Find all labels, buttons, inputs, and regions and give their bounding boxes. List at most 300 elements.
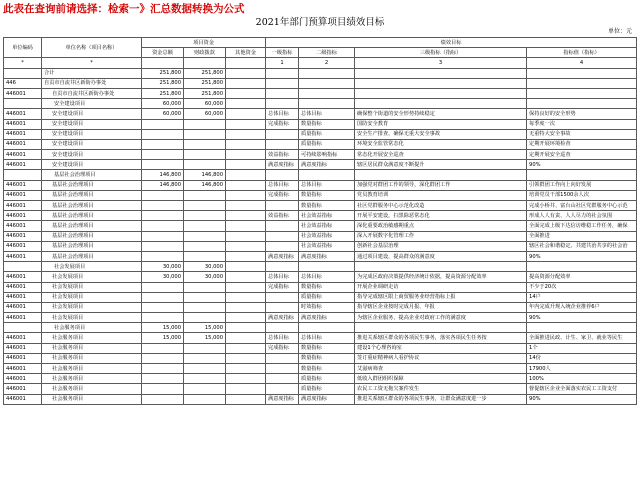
cell-level1 [266,139,299,149]
cell-level1: 总体目标 [266,180,299,190]
cell-unit-name: 基层社会治理项目 [42,211,142,221]
cell-level3: 常态化开展安全巡查 [355,150,527,160]
cell-level2: 社会效益指标 [299,231,355,241]
cell-level1 [266,302,299,312]
cell-value: 辖区社会和谐稳定、共建共治共享的社会治 [527,241,637,251]
table-row [4,231,637,241]
cell-level1 [266,99,299,109]
cell-level3: 开展企业调研走访 [355,282,527,292]
cell-unit-name: 社会服务项目 [42,394,142,404]
cell-unit-code: 446001 [4,353,42,363]
cell-unit-code: 446 [4,78,42,88]
cell-funds-total: 15,000 [142,333,184,343]
cell-funds-fiscal [184,201,226,211]
cell-value: 17900人 [527,364,637,374]
header-funds-other: 其他资金 [226,48,266,58]
cell-level2 [299,78,355,88]
table-row [4,170,637,180]
cell-unit-name: 基层社会治理项目 [42,180,142,190]
cell-funds-total: 60,000 [142,109,184,119]
col-number [142,58,184,68]
table-row [4,190,637,200]
cell-funds-fiscal [184,394,226,404]
cell-funds-other [226,139,266,149]
cell-funds-fiscal: 146,800 [184,180,226,190]
cell-funds-fiscal: 30,000 [184,262,226,272]
cell-funds-other [226,262,266,272]
table-row [4,262,637,272]
cell-value: 每季度一次 [527,119,637,129]
cell-level1 [266,231,299,241]
cell-level2: 总体目标 [299,109,355,119]
cell-unit-name: 自贡市自流井区新街办事处 [42,88,142,98]
cell-level2: 质量指标 [299,129,355,139]
table-row [4,282,637,292]
cell-level1 [266,384,299,394]
cell-unit-code: 446001 [4,129,42,139]
cell-unit-code: 446001 [4,364,42,374]
cell-level3: 开展平安建设，扫黑除恶常态化 [355,211,527,221]
cell-funds-other [226,190,266,200]
cell-unit-name: 社会服务项目 [42,333,142,343]
cell-funds-fiscal [184,190,226,200]
cell-value: 督促辖区企业全面落实农民工工资支付 [527,384,637,394]
cell-unit-code: 446001 [4,343,42,353]
cell-funds-other [226,68,266,78]
cell-level1: 完成指标 [266,119,299,129]
cell-funds-total: 251,800 [142,68,184,78]
cell-unit-code: 446001 [4,119,42,129]
cell-level2 [299,88,355,98]
cell-value: 提高资源分配效率 [527,272,637,282]
table-row [4,180,637,190]
cell-unit-name: 基层社会治理项目 [42,251,142,261]
cell-level2: 时效指标 [299,302,355,312]
cell-value: 100% [527,374,637,384]
cell-level3: 确保整个街道的安全形势持续稳定 [355,109,527,119]
cell-unit-code: 446001 [4,374,42,384]
col-number [226,58,266,68]
cell-level3: 签订重症精神病人看护协议 [355,353,527,363]
cell-unit-name: 社会发展项目 [42,313,142,323]
cell-funds-other [226,99,266,109]
cell-funds-other [226,119,266,129]
cell-unit-name: 合计 [42,68,142,78]
cell-value: 90% [527,313,637,323]
cell-unit-code: 446001 [4,139,42,149]
cell-level3: 低收入群团组织保障 [355,374,527,384]
cell-funds-total [142,129,184,139]
header-project-funds: 项目资金 [142,38,266,48]
table-row [4,119,637,129]
table-row [4,99,637,109]
table-row [4,241,637,251]
cell-unit-name: 社会发展项目 [42,302,142,312]
cell-level2: 满意度指标 [299,160,355,170]
cell-level3: 深化重要政治敏感期重点 [355,221,527,231]
cell-funds-total: 146,800 [142,180,184,190]
cell-unit-code: 446001 [4,251,42,261]
header-level1: 一级指标 [266,48,299,58]
cell-funds-total [142,160,184,170]
cell-level2: 数量指标 [299,364,355,374]
cell-funds-total: 146,800 [142,170,184,180]
cell-unit-code [4,99,42,109]
table-row [4,88,637,98]
cell-funds-total [142,241,184,251]
cell-value [527,88,637,98]
cell-level3: 为完成区政府决策提供经济统计依据，提高资源分配效率 [355,272,527,282]
table-row [4,78,637,88]
cell-level2: 数量指标 [299,343,355,353]
cell-level1: 总体目标 [266,272,299,282]
cell-unit-name: 社会服务项目 [42,323,142,333]
cell-funds-total: 251,800 [142,88,184,98]
header-unit-name: 单位名称（项目名称） [42,38,142,58]
cell-funds-other [226,211,266,221]
cell-funds-fiscal: 60,000 [184,99,226,109]
cell-unit-name: 安全建设项目 [42,129,142,139]
cell-value: 14份 [527,353,637,363]
cell-level2: 满意度指标 [299,313,355,323]
cell-unit-name: 安全建设项目 [42,160,142,170]
table-row [4,302,637,312]
cell-unit-name: 安全建设项目 [42,139,142,149]
cell-level1: 效益指标 [266,150,299,160]
header-value: 指标值（指标） [527,48,637,58]
cell-funds-other [226,78,266,88]
cell-level2 [299,170,355,180]
col-number: 1 [266,58,299,68]
cell-level1 [266,353,299,363]
cell-funds-fiscal: 251,800 [184,68,226,78]
cell-funds-other [226,241,266,251]
cell-level3: 辖区居民群众满意度不断提升 [355,160,527,170]
cell-unit-name: 社会发展项目 [42,282,142,292]
cell-value: 90% [527,160,637,170]
page-title: 2021年部门预算项目绩效目标 [255,17,385,28]
cell-level3: 艾滋病筛查 [355,364,527,374]
cell-funds-other [226,282,266,292]
cell-unit-name: 社会服务项目 [42,353,142,363]
cell-funds-total [142,282,184,292]
cell-level3: 国防安全教育 [355,119,527,129]
cell-level2: 数量指标 [299,282,355,292]
cell-funds-other [226,364,266,374]
header-level3: 三级指标（指标） [355,48,527,58]
cell-level3: 指导完成辖区限上商贸服务业经营指标上报 [355,292,527,302]
cell-value: 年内完成升规入统企业推荐6户 [527,302,637,312]
cell-level2: 社会效益指标 [299,221,355,231]
cell-level3: 社区党群服务中心示范化改造 [355,201,527,211]
cell-level3: 安全生产排查，确保无重大安全事故 [355,129,527,139]
cell-funds-fiscal [184,241,226,251]
cell-level2: 满意度指标 [299,251,355,261]
cell-funds-other [226,221,266,231]
cell-level1 [266,374,299,384]
cell-funds-other [226,201,266,211]
header-funds-fiscal: 财政拨款 [184,48,226,58]
cell-funds-total: 15,000 [142,323,184,333]
cell-level1 [266,221,299,231]
cell-funds-total [142,384,184,394]
cell-funds-fiscal [184,160,226,170]
header-level2: 二级指标 [299,48,355,58]
cell-unit-code [4,68,42,78]
col-number: 2 [299,58,355,68]
cell-funds-fiscal [184,364,226,374]
cell-unit-code: 446001 [4,180,42,190]
cell-funds-fiscal [184,374,226,384]
cell-unit-name: 基层社会治理项目 [42,241,142,251]
cell-value: 90% [527,394,637,404]
cell-unit-code: 446001 [4,150,42,160]
cell-funds-total [142,313,184,323]
cell-unit-name: 社会服务项目 [42,343,142,353]
cell-funds-other [226,129,266,139]
table-row [4,353,637,363]
cell-funds-other [226,384,266,394]
cell-funds-total [142,139,184,149]
cell-value: 不少于20次 [527,282,637,292]
cell-value [527,262,637,272]
cell-unit-code [4,170,42,180]
cell-funds-total [142,343,184,353]
cell-value [527,170,637,180]
cell-funds-other [226,374,266,384]
cell-funds-total: 30,000 [142,272,184,282]
table-row [4,292,637,302]
cell-funds-total [142,292,184,302]
cell-unit-name: 基层社会治理项目 [42,170,142,180]
cell-value: 全面推进民政、计生、家卫、就业等民生 [527,333,637,343]
cell-level2: 数量指标 [299,201,355,211]
cell-level3: 加强党对群团工作的领导，深化群团工作 [355,180,527,190]
cell-level1 [266,201,299,211]
cell-funds-fiscal [184,150,226,160]
cell-unit-code: 446001 [4,292,42,302]
cell-unit-code [4,323,42,333]
cell-level1 [266,262,299,272]
cell-funds-fiscal [184,282,226,292]
cell-funds-other [226,272,266,282]
cell-unit-code: 446001 [4,201,42,211]
cell-level1: 效益指标 [266,211,299,221]
cell-funds-other [226,343,266,353]
cell-funds-fiscal [184,292,226,302]
col-number: 3 [355,58,527,68]
cell-level2: 数量指标 [299,190,355,200]
cell-unit-code: 446001 [4,333,42,343]
cell-level1: 完成指标 [266,343,299,353]
table-row [4,251,637,261]
cell-funds-other [226,231,266,241]
cell-funds-other [226,180,266,190]
cell-funds-total: 60,000 [142,99,184,109]
cell-level1: 完成指标 [266,282,299,292]
table-row [4,221,637,231]
cell-unit-name: 基层社会治理项目 [42,190,142,200]
cell-level2: 总体目标 [299,180,355,190]
cell-value [527,68,637,78]
cell-level3: 推进关系辖区群众的各项民生事务，让群众满意度进一步 [355,394,527,404]
cell-level3 [355,68,527,78]
cell-level3: 建设1个心理咨询室 [355,343,527,353]
cell-funds-fiscal [184,343,226,353]
performance-target-table [3,37,637,405]
table-row [4,201,637,211]
cell-level3: 深入开展数字化管理工作 [355,231,527,241]
cell-funds-fiscal [184,302,226,312]
cell-funds-total [142,251,184,261]
table-row [4,364,637,374]
cell-funds-other [226,109,266,119]
cell-funds-total [142,302,184,312]
cell-level3: 推进关系辖区群众的各项民生事务，落实各项民生任务按 [355,333,527,343]
cell-funds-other [226,170,266,180]
cell-funds-fiscal [184,139,226,149]
cell-funds-other [226,292,266,302]
cell-level1: 满意度指标 [266,394,299,404]
cell-level3 [355,323,527,333]
cell-funds-other [226,160,266,170]
cell-level1: 满意度指标 [266,160,299,170]
cell-funds-total [142,221,184,231]
table-row [4,343,637,353]
cell-level1: 完成指标 [266,190,299,200]
cell-value [527,323,637,333]
table-row [4,160,637,170]
cell-level3: 环境安全监管常态化 [355,139,527,149]
cell-value: 90% [527,251,637,261]
cell-level2: 质量指标 [299,292,355,302]
cell-unit-name: 安全建设项目 [42,150,142,160]
cell-value: 定期开展安全巡查 [527,150,637,160]
cell-level2: 总体目标 [299,272,355,282]
cell-unit-code: 446001 [4,190,42,200]
cell-funds-other [226,313,266,323]
cell-level1 [266,68,299,78]
cell-value: 14户 [527,292,637,302]
cell-funds-total [142,353,184,363]
cell-funds-total [142,231,184,241]
cell-funds-other [226,353,266,363]
cell-level3 [355,170,527,180]
cell-value: 完成小桥井、富台山社区党群服务中心示范 [527,201,637,211]
cell-level1 [266,292,299,302]
cell-unit-code: 446001 [4,302,42,312]
cell-level2: 社会效益指标 [299,241,355,251]
cell-funds-other [226,150,266,160]
cell-level3: 农民工工资无拖欠案件发生 [355,384,527,394]
cell-funds-other [226,323,266,333]
cell-funds-other [226,333,266,343]
cell-funds-other [226,251,266,261]
cell-level2: 质量指标 [299,139,355,149]
cell-value: 形成人人有责、人人尽力的社会氛围 [527,211,637,221]
cell-unit-code: 446001 [4,88,42,98]
cell-unit-name: 基层社会治理项目 [42,201,142,211]
cell-funds-total: 251,800 [142,78,184,88]
cell-value: 无重特大安全事故 [527,129,637,139]
table-row [4,374,637,384]
query-notice: 此表在查询前请选择：检索一》汇总数据转换为公式 [3,3,245,15]
cell-unit-name: 社会发展项目 [42,262,142,272]
cell-unit-code: 446001 [4,313,42,323]
cell-unit-name: 自贡市自流井区新街办事处 [42,78,142,88]
table-row [4,323,637,333]
cell-level3: 通过项目建设，提高群众的满意度 [355,251,527,261]
cell-funds-total [142,201,184,211]
cell-funds-fiscal [184,129,226,139]
cell-level1 [266,170,299,180]
table-row [4,394,637,404]
col-number [184,58,226,68]
cell-level2: 质量指标 [299,384,355,394]
cell-level3 [355,99,527,109]
cell-unit-code: 446001 [4,109,42,119]
cell-level2: 数量指标 [299,119,355,129]
cell-unit-name: 社会发展项目 [42,292,142,302]
cell-value: 定期开展环境检查 [527,139,637,149]
cell-funds-total [142,211,184,221]
cell-unit-code: 446001 [4,394,42,404]
cell-level1 [266,129,299,139]
cell-funds-total [142,364,184,374]
table-row [4,129,637,139]
cell-unit-name: 社会服务项目 [42,374,142,384]
table-row [4,109,637,119]
cell-unit-code: 446001 [4,211,42,221]
cell-funds-fiscal [184,384,226,394]
cell-level1 [266,88,299,98]
cell-level2 [299,68,355,78]
cell-value [527,99,637,109]
cell-funds-total [142,119,184,129]
header-funds-total: 资金总额 [142,48,184,58]
cell-funds-total [142,374,184,384]
header-unit-code: 单位编码 [4,38,42,58]
header-row-top [4,38,637,48]
cell-level1: 满意度指标 [266,313,299,323]
cell-unit-name: 基层社会治理项目 [42,231,142,241]
cell-level2: 总体目标 [299,333,355,343]
cell-level2: 可持续影响指标 [299,150,355,160]
cell-value: 保持良好的安全形势 [527,109,637,119]
header-performance-target: 绩效目标 [266,38,637,48]
table-row [4,139,637,149]
cell-value: 全面推进 [527,231,637,241]
cell-value: 引领群团工作向上向好发展 [527,180,637,190]
cell-funds-other [226,302,266,312]
cell-unit-name: 安全建设项目 [42,99,142,109]
cell-level2: 满意度指标 [299,394,355,404]
cell-level3 [355,78,527,88]
cell-level1: 总体目标 [266,333,299,343]
cell-funds-total [142,190,184,200]
cell-level1 [266,241,299,251]
col-number: * [42,58,142,68]
table-row [4,384,637,394]
cell-funds-fiscal [184,353,226,363]
table-row [4,150,637,160]
cell-unit-name: 安全建设项目 [42,109,142,119]
cell-unit-name: 社会服务项目 [42,384,142,394]
cell-level2: 社会效益指标 [299,211,355,221]
cell-unit-code: 446001 [4,282,42,292]
cell-funds-total: 30,000 [142,262,184,272]
cell-funds-fiscal: 15,000 [184,333,226,343]
